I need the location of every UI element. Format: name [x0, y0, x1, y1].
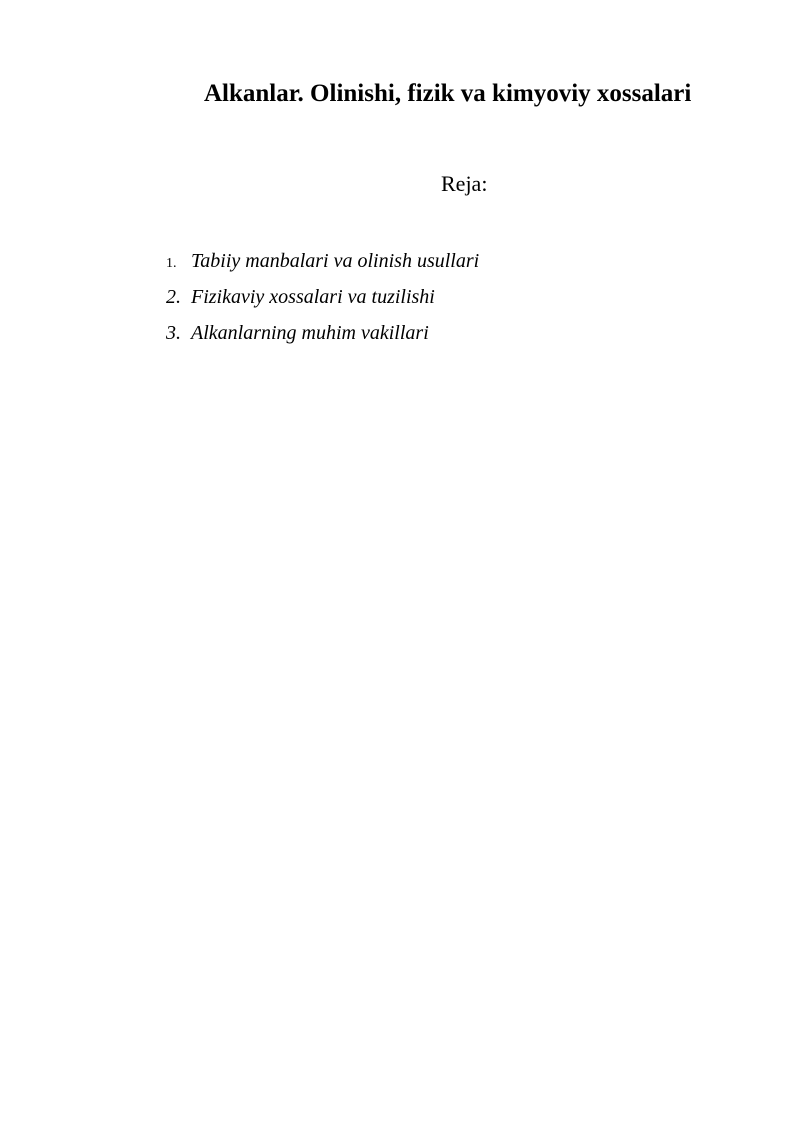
list-item — [166, 322, 479, 358]
plan-heading: Reja: — [441, 171, 488, 196]
list-item-number: 2. — [166, 286, 181, 308]
list-item-text: Tabiiy manbalari va olinish usullari — [191, 250, 480, 272]
list-item-number: 3. — [166, 322, 181, 344]
list-item-number: 1. — [166, 256, 177, 271]
list-item — [166, 250, 479, 286]
page-title: Alkanlar. Olinishi, fizik va kimyoviy xossalari — [204, 80, 692, 107]
list-item-text: Fizikaviy xossalari va tuzilishi — [191, 286, 435, 308]
list-item-text: Alkanlarning muhim vakillari — [191, 322, 429, 344]
plan-list — [166, 250, 479, 358]
list-item — [166, 286, 479, 322]
